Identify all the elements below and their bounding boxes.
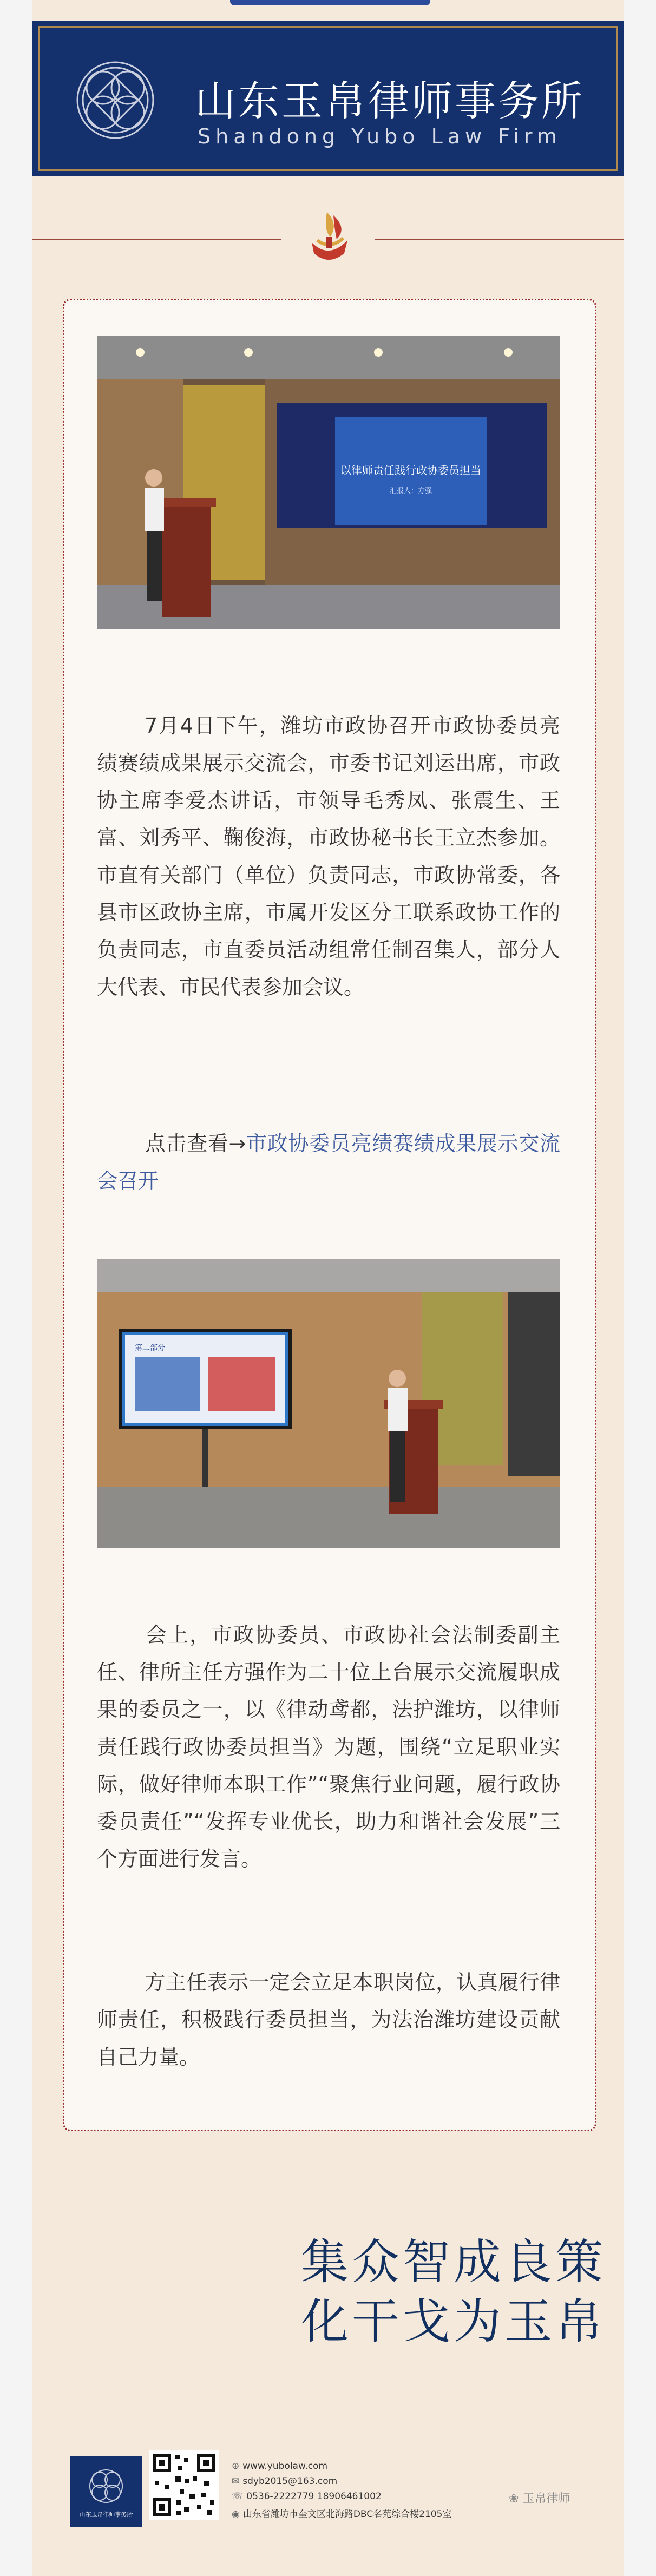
article-column [32, 0, 624, 2576]
view-more-prefix: 点击查看→ [145, 1132, 246, 1155]
contact-address [232, 2506, 451, 2520]
address-text: 山东省潍坊市奎文区北海路DBC名苑综合楼2105室 [242, 2509, 452, 2520]
top-accent-bar [230, 0, 430, 5]
footer-logo-icon [70, 2456, 142, 2527]
photo2-slide-heading: 第二部分 [135, 1344, 165, 1352]
watermark [509, 2489, 570, 2506]
email-text: sdyb2015@163.com [242, 2476, 338, 2487]
firm-name-cn: 山东玉帛律师事务所 [195, 77, 585, 125]
paragraph-speech [97, 1616, 560, 1878]
paragraph-meeting-intro-text: 7月4日下午，潍坊市政协召开市政协委员亮绩赛绩成果展示交流会，市委书记刘运出席，市政协主席李爱杰讲话，市领导毛秀凤、张震生、王富、刘秀平、鞠俊海，市政协秘书长王立杰参加。市直有关部门（单位）负责同志，市政协常委，各县市区政协主席，市属开发区分工联系政协工作的负责同志，市直委员活动组常任制召集人，部分人大代表、市民代表参加会议。 [97, 714, 560, 999]
contact-phone [232, 2491, 382, 2502]
meeting-news-link[interactable]: 市政协委员亮绩赛绩成果展示交流会召开 [97, 1132, 560, 1193]
paragraph-speech-text: 会上，市政协委员、市政协社会法制委副主任、律所主任方强作为二十位上台展示交流履职成果的委员之一，以《律动鸢都，法护潍坊，以律师责任践行政协委员担当》为题，围绕“立足职业实际，做好律师本职工作”“聚焦行业问题，履行政协委员责任”“发挥专业优长，助力和谐社会发展”三个方面进行发言。 [97, 1623, 560, 1871]
location-icon: ◉ [232, 2509, 240, 2520]
slogan-line2: 化干戈为玉帛 [301, 2294, 607, 2349]
contact-website[interactable] [232, 2461, 327, 2472]
meeting-photo-podium[interactable] [97, 336, 560, 629]
divider-left [32, 239, 281, 240]
paragraph-view-more [97, 1125, 560, 1200]
paragraph-meeting-intro [97, 707, 560, 1006]
mail-icon: ✉ [232, 2476, 240, 2487]
footer-logo-text: 山东玉帛律师事务所 [79, 2511, 133, 2518]
website-text: www.yubolaw.com [242, 2461, 328, 2472]
phone-text: 0536-2222779 18906461002 [246, 2491, 382, 2502]
paragraph-commitment-text: 方主任表示一定会立足本职岗位，认真履行律师责任，积极践行委员担当，为法治潍坊建设贡献自己力量。 [97, 1970, 560, 2069]
photo1-slide-subtitle: 汇报人：方强 [389, 487, 432, 495]
firm-name-en: Shandong Yubo Law Firm [198, 124, 562, 148]
wechat-icon: ❀ [509, 2492, 523, 2506]
slogan-line1: 集众智成良策 [301, 2234, 607, 2290]
contact-email[interactable] [232, 2476, 337, 2487]
globe-icon: ⊕ [232, 2461, 240, 2472]
phone-icon: ☏ [232, 2491, 244, 2502]
article-card [63, 299, 596, 2131]
watermark-text: 玉帛律师 [522, 2492, 570, 2506]
divider-right [375, 239, 624, 240]
knot-logo-icon [75, 60, 156, 141]
qr-code-icon[interactable] [149, 2450, 219, 2520]
header-banner [32, 21, 624, 176]
torch-emblem-icon [296, 208, 362, 268]
paragraph-commitment [97, 1964, 560, 2076]
meeting-photo-presentation[interactable] [97, 1259, 560, 1548]
photo1-slide-text: 以律师责任践行政协委员担当 [340, 464, 481, 477]
